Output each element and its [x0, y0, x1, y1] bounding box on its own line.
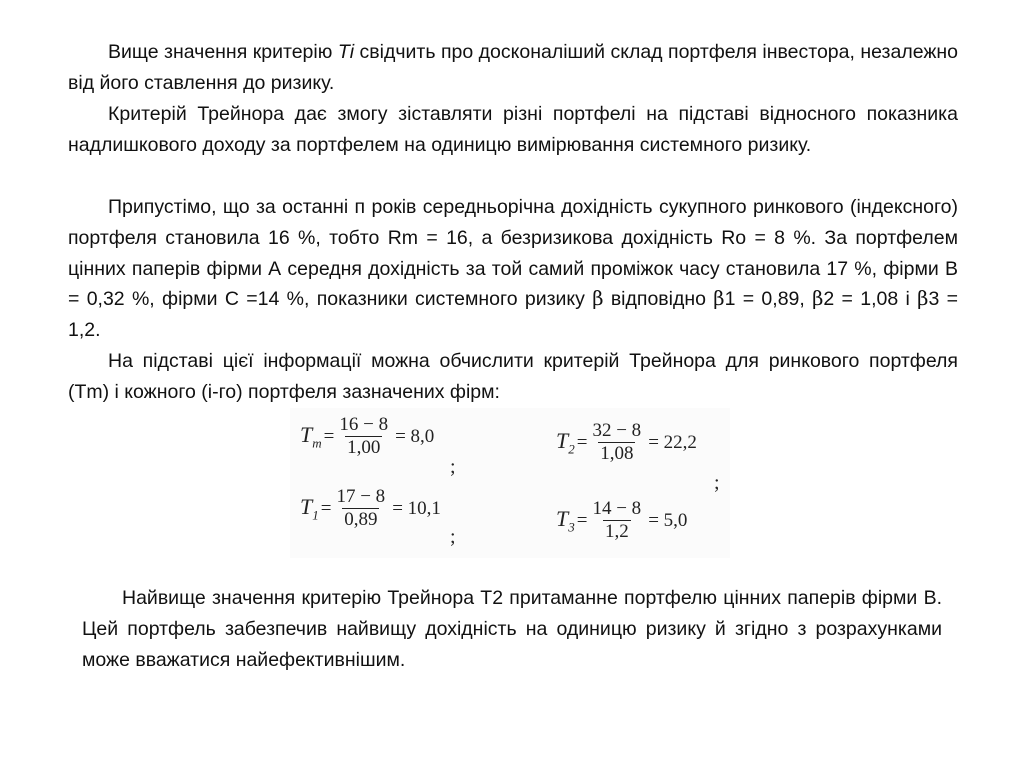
- result: = 10,1: [392, 497, 441, 519]
- formula-t3: [556, 498, 687, 543]
- paragraph-2: Критерій Трейнора дає змогу зіставляти різні портфелі на підставі відносного показника надлишкового доходу за портфелем на одиницю вимірювання системного ризику.: [68, 103, 958, 156]
- formula-var-letter: T: [300, 421, 313, 447]
- fraction: [590, 420, 643, 465]
- treynor-formulas: [290, 408, 730, 558]
- conclusion-paragraph: Найвище значення критерію Трейнора Т2 притаманне портфелю цінних паперів фірми В. Цей портфель забезпечив найвищу дохідність на одиницю ризику й згідно з розрахунками може вважатися найефективнішим.: [82, 587, 942, 671]
- ti-symbol: Ті: [337, 41, 355, 63]
- fraction: [334, 486, 387, 531]
- paragraph-4: На підставі цієї інформації можна обчислити критерій Трейнора для ринкового портфеля (Tm) і кожного (і-го) портфеля зазначених фірм:: [68, 350, 958, 403]
- numerator: 17 − 8: [336, 486, 386, 507]
- formula-t2: [556, 420, 697, 465]
- paragraph-3-text-a: Припустімо, що за останні п років середньорічна дохідність сукупного ринкового (індексного) портфеля становила 16 %, тобто Rm = 16, а безризикова дохідність Ro = 8 %. За портфелем цінних паперів фірми А середня дохідність за той самий проміжок часу становила 17 %, фірми В = 0,32 %, фірми С =14 %, показники системного ризику: [68, 196, 958, 311]
- paragraph-3-text-c: 1 = 0,89,: [724, 288, 813, 311]
- fraction: [337, 414, 390, 459]
- formula-subscript: 2: [568, 441, 575, 457]
- paragraph-3: [68, 192, 958, 346]
- denominator: 1,00: [347, 437, 381, 458]
- paragraph-1: [68, 37, 958, 99]
- beta-symbol: β: [812, 287, 824, 311]
- formula-subscript: m: [312, 435, 322, 451]
- equals-sign: =: [320, 497, 332, 519]
- formula-var-letter: T: [556, 505, 569, 531]
- separator: ;: [714, 472, 720, 494]
- formula-variable: [300, 494, 319, 523]
- equals-sign: =: [576, 509, 588, 531]
- paragraph-1-text-a: Вище значення критерію: [108, 41, 338, 63]
- formula-tm: [300, 414, 434, 459]
- denominator: 1,2: [604, 521, 629, 542]
- paragraph-3-text-e: 3 = 1,2.: [68, 288, 958, 342]
- equals-sign: =: [323, 425, 335, 447]
- denominator: 1,08: [600, 443, 634, 464]
- numerator: 32 − 8: [592, 420, 642, 441]
- equals-sign: =: [576, 431, 588, 453]
- paragraph-1-text-b: свідчить про досконаліший склад портфеля інвестора, незалежно від його ставлення до ризику.: [68, 41, 958, 94]
- result: = 5,0: [648, 509, 688, 531]
- beta-symbol: β: [917, 287, 929, 311]
- formula-subscript: 3: [568, 519, 575, 535]
- formula-variable: [556, 506, 575, 535]
- formula-subscript: 1: [312, 507, 319, 523]
- formula-variable: [556, 428, 575, 457]
- beta-symbol: β: [713, 287, 725, 311]
- numerator: 14 − 8: [592, 498, 642, 519]
- numerator: 16 − 8: [339, 414, 389, 435]
- formula-variable: [300, 422, 322, 451]
- formula-var-letter: T: [300, 493, 313, 519]
- result: = 22,2: [648, 431, 697, 453]
- formula-t1: [300, 486, 441, 531]
- paragraph-3-text-b: відповідно: [603, 288, 714, 311]
- paragraph-3-text-d: 2 = 1,08 і: [823, 288, 918, 311]
- beta-symbol: β: [592, 287, 604, 311]
- denominator: 0,89: [344, 509, 378, 530]
- result: = 8,0: [395, 425, 435, 447]
- formula-var-letter: T: [556, 427, 569, 453]
- fraction: [590, 498, 643, 543]
- separator: ;: [450, 456, 456, 478]
- separator: ;: [450, 526, 456, 548]
